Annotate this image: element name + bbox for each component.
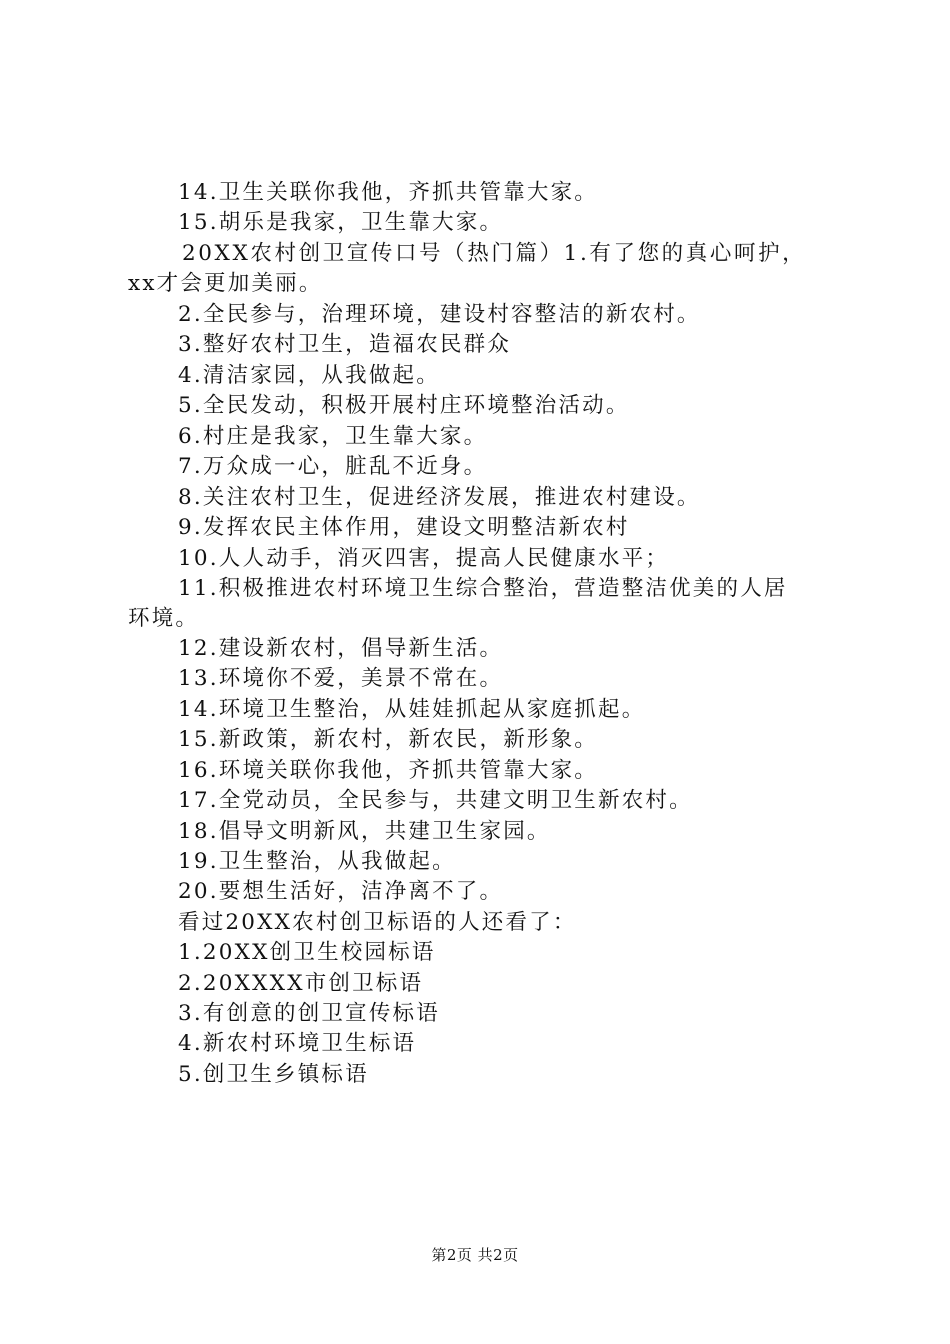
slogan-line-12: 12.建设新农村，倡导新生活。 [178,636,504,661]
slogan-line-3: 3.整好农村卫生，造福农民群众 [178,332,512,357]
slogan-line-15b: 15.新政策，新农村，新农民，新形象。 [178,727,598,752]
related-heading: 看过20XX农村创卫标语的人还看了： [178,910,577,935]
section-heading: 20XX农村创卫宣传口号（热门篇）1.有了您的真心呵护， [182,241,807,266]
section-heading-continuation: xx才会更加美丽。 [128,271,323,296]
slogan-line-7: 7.万众成一心，脏乱不近身。 [178,454,488,479]
slogan-line-10: 10.人人动手，消灭四害，提高人民健康水平； [178,546,670,571]
slogan-line-20: 20.要想生活好，洁净离不了。 [178,879,504,904]
slogan-line-11-continuation: 环境。 [128,606,200,631]
slogan-line-6: 6.村庄是我家，卫生靠大家。 [178,424,488,449]
slogan-line-16: 16.环境关联你我他，齐抓共管靠大家。 [178,758,598,783]
slogan-line-13: 13.环境你不爱，美景不常在。 [178,666,504,691]
related-item-5: 5.创卫生乡镇标语 [178,1062,369,1087]
slogan-line-9: 9.发挥农民主体作用，建设文明整洁新农村 [178,515,630,540]
related-item-4: 4.新农村环境卫生标语 [178,1031,417,1056]
slogan-line-5: 5.全民发动，积极开展村庄环境整治活动。 [178,393,630,418]
slogan-line-18: 18.倡导文明新风，共建卫生家园。 [178,819,551,844]
slogan-line-2: 2.全民参与，治理环境，建设村容整洁的新农村。 [178,302,701,327]
related-item-2: 2.20XXXX市创卫标语 [178,971,424,996]
slogan-line-8: 8.关注农村卫生，促进经济发展，推进农村建设。 [178,485,701,510]
slogan-line-17: 17.全党动员，全民参与，共建文明卫生新农村。 [178,788,693,813]
slogan-line-4: 4.清洁家园，从我做起。 [178,363,440,388]
slogan-line-19: 19.卫生整治，从我做起。 [178,849,456,874]
slogan-line-14b: 14.环境卫生整治，从娃娃抓起从家庭抓起。 [178,697,646,722]
page-number-footer: 第2页 共2页 [431,1246,519,1264]
related-item-1: 1.20XX创卫生校园标语 [178,940,436,965]
slogan-line-14a: 14.卫生关联你我他，齐抓共管靠大家。 [178,180,598,205]
slogan-line-15a: 15.胡乐是我家，卫生靠大家。 [178,210,504,235]
slogan-line-11: 11.积极推进农村环境卫生综合整治，营造整洁优美的人居 [178,576,788,601]
related-item-3: 3.有创意的创卫宣传标语 [178,1001,440,1026]
